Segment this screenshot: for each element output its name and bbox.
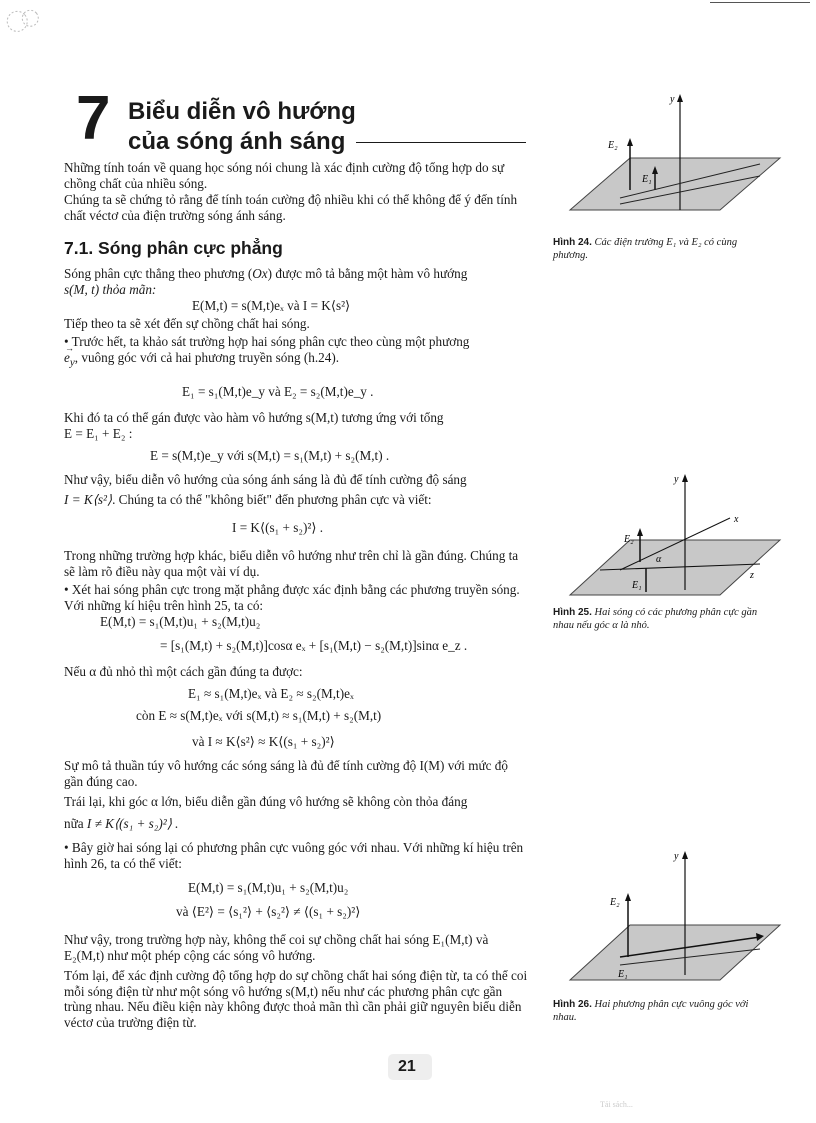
fig26-label: Hình 26. bbox=[553, 999, 592, 1010]
p1-text-b: ) được mô tả bằng một hàm vô hướng bbox=[267, 266, 468, 281]
equation-7: = [s₁(M,t) + s₂(M,t)]cosα eₓ + [s₁(M,t) − s₂(M,t)]sinα e_z . bbox=[160, 638, 468, 653]
fig24-e2-label: E₂ bbox=[608, 140, 618, 151]
paragraph-5a: Như vậy, biểu diễn vô hướng của sóng ánh sáng là đủ để tính cường độ sáng bbox=[64, 472, 467, 487]
fig26-e1-label: E₁ bbox=[618, 969, 628, 980]
fig26-plane bbox=[570, 925, 780, 980]
paragraph-10b bbox=[64, 816, 530, 832]
fig25-z-label: z bbox=[750, 570, 754, 581]
equation-6: E(M,t) = s₁(M,t)u₁ + s₂(M,t)u₂ bbox=[100, 614, 261, 629]
paragraph-5b bbox=[64, 492, 530, 508]
corner-watermark bbox=[0, 0, 50, 43]
fig25-e1-label: E₁ bbox=[632, 580, 642, 591]
stamp-mark bbox=[0, 0, 50, 43]
eq5a: I = K⟨s²⟩ bbox=[64, 492, 113, 507]
chapter-title-line1: Biểu diễn vô hướng bbox=[128, 98, 356, 125]
p1-text-c: s(M, t) thỏa mãn: bbox=[64, 281, 157, 297]
equation-12: E(M,t) = s₁(M,t)u₁ + s₂(M,t)u₂ bbox=[188, 880, 349, 895]
fig26-y-label: y bbox=[674, 851, 679, 862]
header-rule bbox=[710, 2, 810, 3]
figure-24 bbox=[560, 90, 790, 230]
paragraph-4: Khi đó ta có thể gán được vào hàm vô hướng s(M,t) tương ứng với tổng bbox=[64, 410, 444, 425]
p1-ox: Ox bbox=[252, 266, 268, 281]
p10-text-b: nữa bbox=[64, 816, 84, 831]
page-number: 21 bbox=[398, 1058, 416, 1075]
title-rule bbox=[356, 142, 526, 143]
fig24-label: Hình 24. bbox=[553, 237, 592, 248]
equation-8: E₁ ≈ s₁(M,t)eₓ và E₂ ≈ s₂(M,t)eₓ bbox=[188, 686, 354, 701]
ey-vector: → $e_y$ bbox=[64, 350, 75, 371]
fig24-plane bbox=[570, 158, 780, 210]
p3-text: • Trước hết, ta khảo sát trường hợp hai sóng phân cực theo cùng một phương bbox=[64, 334, 470, 349]
section-title: 7.1. Sóng phân cực phẳng bbox=[64, 238, 283, 258]
p1-text-a: Sóng phân cực thẳng theo phương ( bbox=[64, 266, 253, 281]
paragraph-10a: Trái lại, khi góc α lớn, biểu diễn gần đúng vô hướng sẽ không còn thỏa đáng bbox=[64, 794, 468, 809]
fig25-e2-label: E₂ bbox=[624, 534, 634, 545]
watermark: Tải sách... bbox=[600, 1100, 633, 1109]
equation-2: E₁ = s₁(M,t)e_y và E₂ = s₂(M,t)e_y . bbox=[182, 384, 374, 399]
paragraph-11: • Bây giờ hai sóng lại có phương phân cực vuông góc với nhau. Với những kí hiệu trên hình 26, ta có thể viết: bbox=[64, 840, 524, 871]
equation-1: E(M,t) = s(M,t)eₓ và I = K⟨s²⟩ bbox=[192, 298, 351, 313]
figure-26-caption bbox=[553, 998, 768, 1024]
paragraph-2: Tiếp theo ta sẽ xét đến sự chồng chất hai sóng. bbox=[64, 316, 310, 331]
fig25-caption-text: Hai sóng có các phương phân cực gần nhau nếu góc α là nhỏ. bbox=[553, 607, 758, 631]
intro-paragraph-1: Những tính toán về quang học sóng nói chung là xác định cường độ tổng hợp do sự chồng chất của nhiều sóng. bbox=[64, 160, 505, 191]
equation-5: I = K⟨(s₁ + s₂)²⟩ . bbox=[232, 520, 324, 535]
fig25-x-label: x bbox=[734, 514, 739, 525]
fig25-alpha-label: α bbox=[656, 554, 662, 565]
figure-26 bbox=[560, 845, 790, 995]
paragraph-12: Như vậy, trong trường hợp này, không thể coi sự chồng chất hai sóng E₁(M,t) và E₂(M,t) như một phép cộng các sóng vô hướng. bbox=[64, 932, 489, 963]
paragraph-1 bbox=[64, 266, 530, 297]
paragraph-6: Trong những trường hợp khác, biểu diễn vô hướng như trên chỉ là gần đúng. Chúng ta sẽ làm rõ điều này qua một vài ví dụ. bbox=[64, 548, 519, 579]
intro-paragraph-2: Chúng ta sẽ chứng tỏ rằng để tính toán cường độ nhiều khi có thể không để ý đến tính chất véctơ của điện trường sóng ánh sáng. bbox=[64, 192, 518, 223]
paragraph-13: Tóm lại, để xác định cường độ tổng hợp do sự chồng chất hai sóng điện từ, ta có thể coi mỗi sóng điện từ như một sóng vô hướng s(M,t) nếu như các phương phân cực gần trùng nhau. Nếu điều kiện này không được thoả mãn thì cần phải giữ nguyên biểu diễn véctơ của trường điện từ. bbox=[64, 968, 528, 1030]
paragraph-3 bbox=[64, 334, 530, 371]
eq11: I ≠ K⟨(s₁ + s₂)²⟩ . bbox=[86, 816, 179, 831]
chapter-number: 7 bbox=[76, 84, 111, 153]
paragraph-9: Sự mô tả thuần túy vô hướng các sóng sáng là đủ để tính cường độ I(M) với mức độ gần đúng cao. bbox=[64, 758, 508, 789]
equation-4: E = s(M,t)e_y với s(M,t) = s₁(M,t) + s₂(M,t) . bbox=[150, 448, 390, 463]
p3-text-b: , vuông góc với cả hai phương truyền sóng (h.24). bbox=[74, 349, 340, 365]
figure-24-caption bbox=[553, 236, 768, 262]
chapter-title-line2: của sóng ánh sáng bbox=[128, 128, 346, 155]
fig26-e2-label: E₂ bbox=[610, 897, 620, 908]
fig24-e1-label: E₁ bbox=[642, 174, 652, 185]
fig24-caption-text: Các điện trường E₁ và E₂ có cùng phương. bbox=[553, 237, 738, 261]
p5-text-b: . Chúng ta có thể "không biết" đến phương phân cực và viết: bbox=[112, 492, 432, 507]
equation-9: còn E ≈ s(M,t)eₓ với s(M,t) ≈ s₁(M,t) + s₂(M,t) bbox=[136, 708, 382, 723]
paragraph-7: • Xét hai sóng phân cực trong mặt phẳng được xác định bằng các phương truyền sóng. Với những kí hiệu trên hình 25, ta có: bbox=[64, 582, 520, 613]
equation-10: và I ≈ K⟨s²⟩ ≈ K⟨(s₁ + s₂)²⟩ bbox=[192, 734, 335, 749]
figure-25-caption bbox=[553, 606, 768, 632]
equation-13: và ⟨E²⟩ = ⟨s₁²⟩ + ⟨s₂²⟩ ≠ ⟨(s₁ + s₂)²⟩ bbox=[176, 904, 361, 919]
fig25-label: Hình 25. bbox=[553, 607, 592, 618]
paragraph-8: Nếu α đủ nhỏ thì một cách gần đúng ta được: bbox=[64, 664, 303, 679]
figure-25 bbox=[560, 470, 790, 610]
equation-3: E = E₁ + E₂ : bbox=[64, 426, 133, 441]
fig24-y-label: y bbox=[670, 94, 675, 105]
fig26-caption-text: Hai phương phân cực vuông góc với nhau. bbox=[553, 999, 749, 1023]
fig25-y-label: y bbox=[674, 474, 679, 485]
